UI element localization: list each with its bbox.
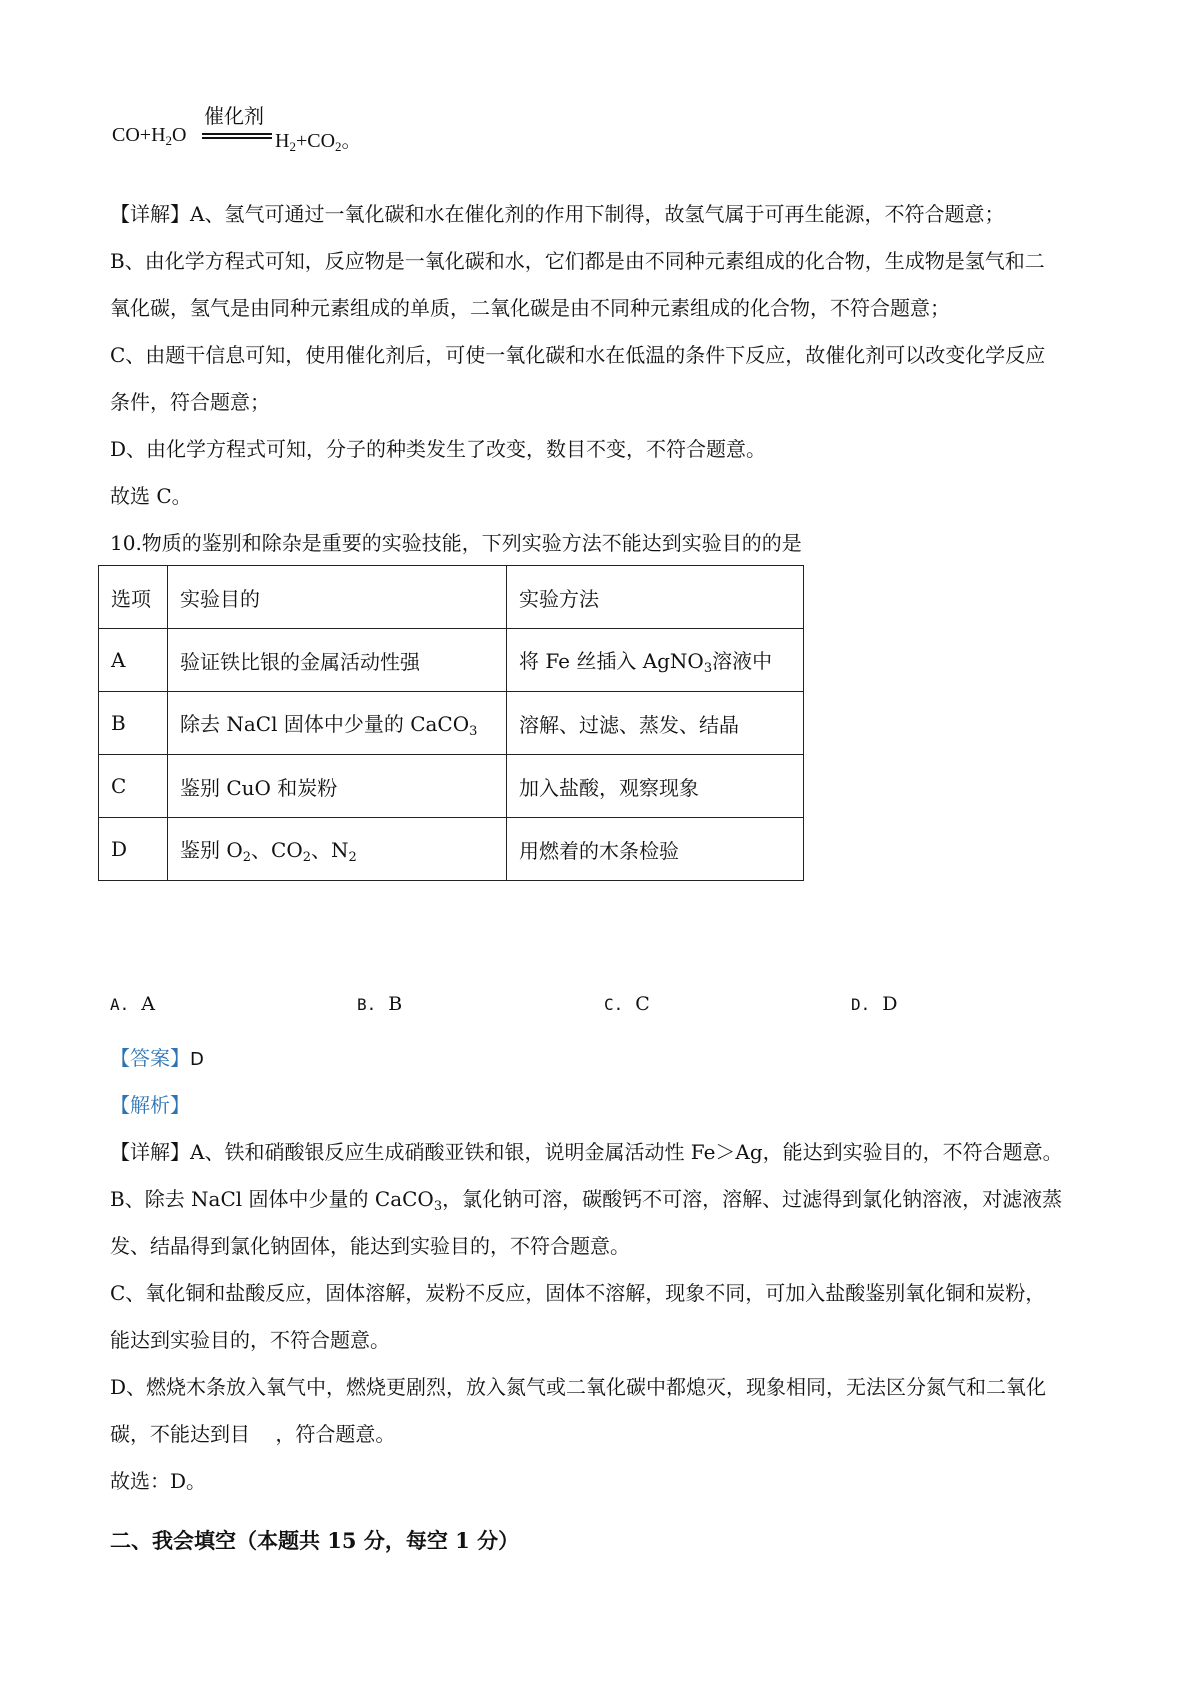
table-header-cell: 实验方法 [507,566,804,629]
equation-bar-top [202,133,272,135]
table-cell-method: 加入盐酸，观察现象 [507,755,804,818]
table-header-cell: 选项 [99,566,168,629]
analysis-label: 【解析】 [110,1093,190,1117]
experiment-table [98,565,804,881]
equation-bar-bottom [202,137,272,139]
option-d: D. D [851,993,898,1015]
table-row [99,629,804,692]
prev-explain-line: 条件，符合题意； [110,390,270,414]
answer-value: D [190,1049,204,1070]
table-header-row [99,566,804,629]
prev-explain-line: 【详解】A、氢气可通过一氧化碳和水在催化剂的作用下制得，故氢气属于可再生能源，不符合题意； [110,202,1005,226]
table-cell-purpose: 除去 NaCl 固体中少量的 CaCO$_3$ [168,692,507,755]
explain-line: B、除去 NaCl 固体中少量的 CaCO$_3$，氯化钠可溶，碳酸钙不可溶，溶解、过滤得到氯化钠溶液，对滤液蒸 [110,1187,1063,1214]
explain-line: 碳，不能达到目 ，符合题意。 [110,1422,396,1446]
option-a: A. A [110,993,155,1015]
prev-explain-line: C、由题干信息可知，使用催化剂后，可使一氧化碳和水在低温的条件下反应，故催化剂可以改变化学反应 [110,343,1046,367]
option-c: C. C [604,993,650,1015]
equation-reactants: $CO+H_2O$ [112,124,187,148]
answer-line [110,1044,204,1074]
table-cell-option: D [99,818,168,881]
prev-explain-line: 故选 C。 [110,484,192,508]
table-cell-purpose: 验证铁比银的金属活动性强 [168,629,507,692]
table-cell-option: A [99,629,168,692]
section-heading: 二、我会填空（本题共 15 分，每空 1 分） [110,1528,520,1553]
table-cell-purpose: 鉴别 CuO 和炭粉 [168,755,507,818]
table-cell-option: C [99,755,168,818]
table-cell-method: 用燃着的木条检验 [507,818,804,881]
prev-explain-line: 氧化碳，氢气是由同种元素组成的单质，二氧化碳是由不同种元素组成的化合物，不符合题意； [110,296,950,320]
prev-explain-line: B、由化学方程式可知，反应物是一氧化碳和水，它们都是由不同种元素组成的化合物，生成物是氢气和二 [110,249,1045,273]
table-cell-method: 溶解、过滤、蒸发、结晶 [507,692,804,755]
option-b: B. B [357,993,403,1015]
prev-explain-line: D、由化学方程式可知，分子的种类发生了改变，数目不变，不符合题意。 [110,437,767,461]
table-cell-option: B [99,692,168,755]
question-text: 10.物质的鉴别和除杂是重要的实验技能，下列实验方法不能达到实验目的的是 [110,531,802,555]
table-row [99,755,804,818]
equation-catalyst: 催化剂 [204,104,264,128]
table-cell-method: 将 Fe 丝插入 AgNO$_3$溶液中 [507,629,804,692]
answer-label: 【答案】 [110,1046,190,1070]
explain-line: 【详解】A、铁和硝酸银反应生成硝酸亚铁和银，说明金属活动性 Fe＞Ag，能达到实验目的，不符合题意。 [110,1140,1063,1164]
table-cell-purpose: 鉴别 $O_2$、$CO_2$、$N_2$ [168,818,507,881]
table-row [99,818,804,881]
table-row [99,692,804,755]
chemical-equation [112,100,412,160]
explain-line: 能达到实验目的，不符合题意。 [110,1328,390,1352]
explain-line: D、燃烧木条放入氧气中，燃烧更剧烈，放入氮气或二氧化碳中都熄灭，现象相同，无法区分氮气和二氧化 [110,1375,1047,1399]
equation-products: $H_2+CO_2$。 [275,130,362,154]
explain-line: C、氧化铜和盐酸反应，固体溶解，炭粉不反应，固体不溶解，现象不同，可加入盐酸鉴别氧化铜和炭粉， [110,1281,1046,1305]
explain-line: 发、结晶得到氯化钠固体，能达到实验目的，不符合题意。 [110,1234,630,1258]
explain-line: 故选：D。 [110,1469,207,1493]
table-header-cell: 实验目的 [168,566,507,629]
